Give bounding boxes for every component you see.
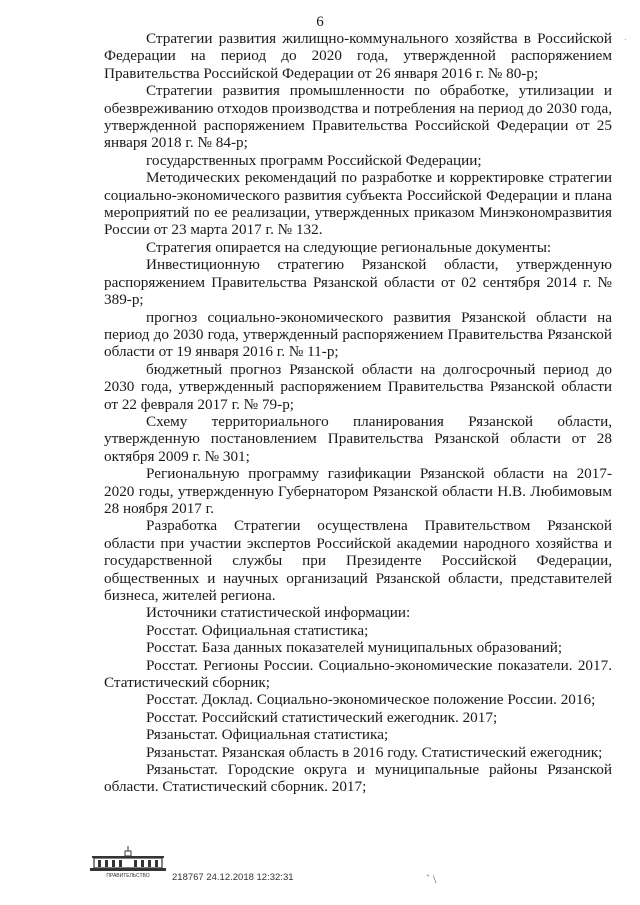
paragraph: Источники статистической информации: bbox=[146, 604, 411, 622]
government-building-logo bbox=[88, 846, 168, 880]
paragraph: Росстат. Доклад. Социально-экономическое положение России. 2016; bbox=[146, 691, 596, 709]
paragraph: бюджетный прогноз Рязанской области на долгосрочный период до 2030 года, утвержденный распоряжением Правительства Рязанской области от 22 февраля 2017 г. № 79-р; bbox=[104, 360, 612, 413]
logo-caption: ПРАВИТЕЛЬСТВО bbox=[106, 873, 150, 879]
paragraph: Росстат. Регионы России. Социально-экономические показатели. 2017. Статистический сборник; bbox=[104, 656, 612, 692]
paragraph: Стратегии развития промышленности по обработке, утилизации и обезвреживанию отходов производства и потребления на период до 2030 года, утвержденной распоряжением Правительства Российской Федерации от 25 января 2018 г. № 84-р; bbox=[104, 82, 612, 152]
paragraph: Росстат. Российский статистический ежегодник. 2017; bbox=[146, 708, 498, 726]
paragraph: государственных программ Российской Федерации; bbox=[146, 151, 482, 169]
paragraph: Схему территориального планирования Рязанской области, утвержденную постановлением Правительства Рязанской области от 28 октября 2009 г. № 301; bbox=[104, 412, 612, 465]
registration-stamp: 218767 24.12.2018 12:32:31 bbox=[172, 872, 294, 883]
paragraph: Рязаньстат. Рязанская область в 2016 году. Статистический ежегодник; bbox=[146, 743, 603, 761]
paragraph: прогноз социально-экономического развития Рязанской области на период до 2030 года, утвержденный распоряжением Правительства Рязанской области от 19 января 2016 г. № 11-р; bbox=[104, 308, 612, 361]
paragraph: Росстат. Официальная статистика; bbox=[146, 621, 369, 639]
building-icon bbox=[88, 846, 168, 872]
paragraph: Региональную программу газификации Рязанской области на 2017-2020 годы, утвержденную Губернатором Рязанской области Н.В. Любимовым 28 ноября 2017 г. bbox=[104, 465, 612, 517]
paragraph: Инвестиционную стратегию Рязанской области, утвержденную распоряжением Правительства Рязанской области от 02 сентября 2014 г. № 389-р; bbox=[104, 256, 612, 309]
edge-scan-mark: · bbox=[624, 34, 627, 44]
paragraph: Стратегия опирается на следующие региональные документы: bbox=[146, 238, 552, 256]
paragraph: Разработка Стратегии осуществлена Правительством Рязанской области при участии экспертов Российской академии народного хозяйства и государственной службы при Президенте Российской Федерации, общественных и научных организаций Рязанской области, представителей бизнеса, жителей региона. bbox=[104, 517, 612, 604]
document-body bbox=[104, 30, 612, 796]
page-number: 6 bbox=[316, 14, 324, 30]
paragraph: Росстат. База данных показателей муниципальных образований; bbox=[146, 639, 563, 657]
scan-mark: ` \ bbox=[426, 872, 437, 886]
paragraph: Рязаньстат. Официальная статистика; bbox=[146, 726, 389, 744]
paragraph: Рязаньстат. Городские округа и муниципальные районы Рязанской области. Статистический сборник. 2017; bbox=[104, 761, 612, 796]
paragraph: Стратегии развития жилищно-коммунального хозяйства в Российской Федерации на период до 2020 года, утвержденной распоряжением Правительства Российской Федерации от 26 января 2016 г. № 80-р; bbox=[104, 30, 612, 82]
paragraph: Методических рекомендаций по разработке и корректировке стратегии социально-экономического развития субъекта Российской Федерации и плана мероприятий по ее реализации, утвержденных приказом Минэкономразвития России от 23 марта 2017 г. № 132. bbox=[104, 169, 612, 239]
